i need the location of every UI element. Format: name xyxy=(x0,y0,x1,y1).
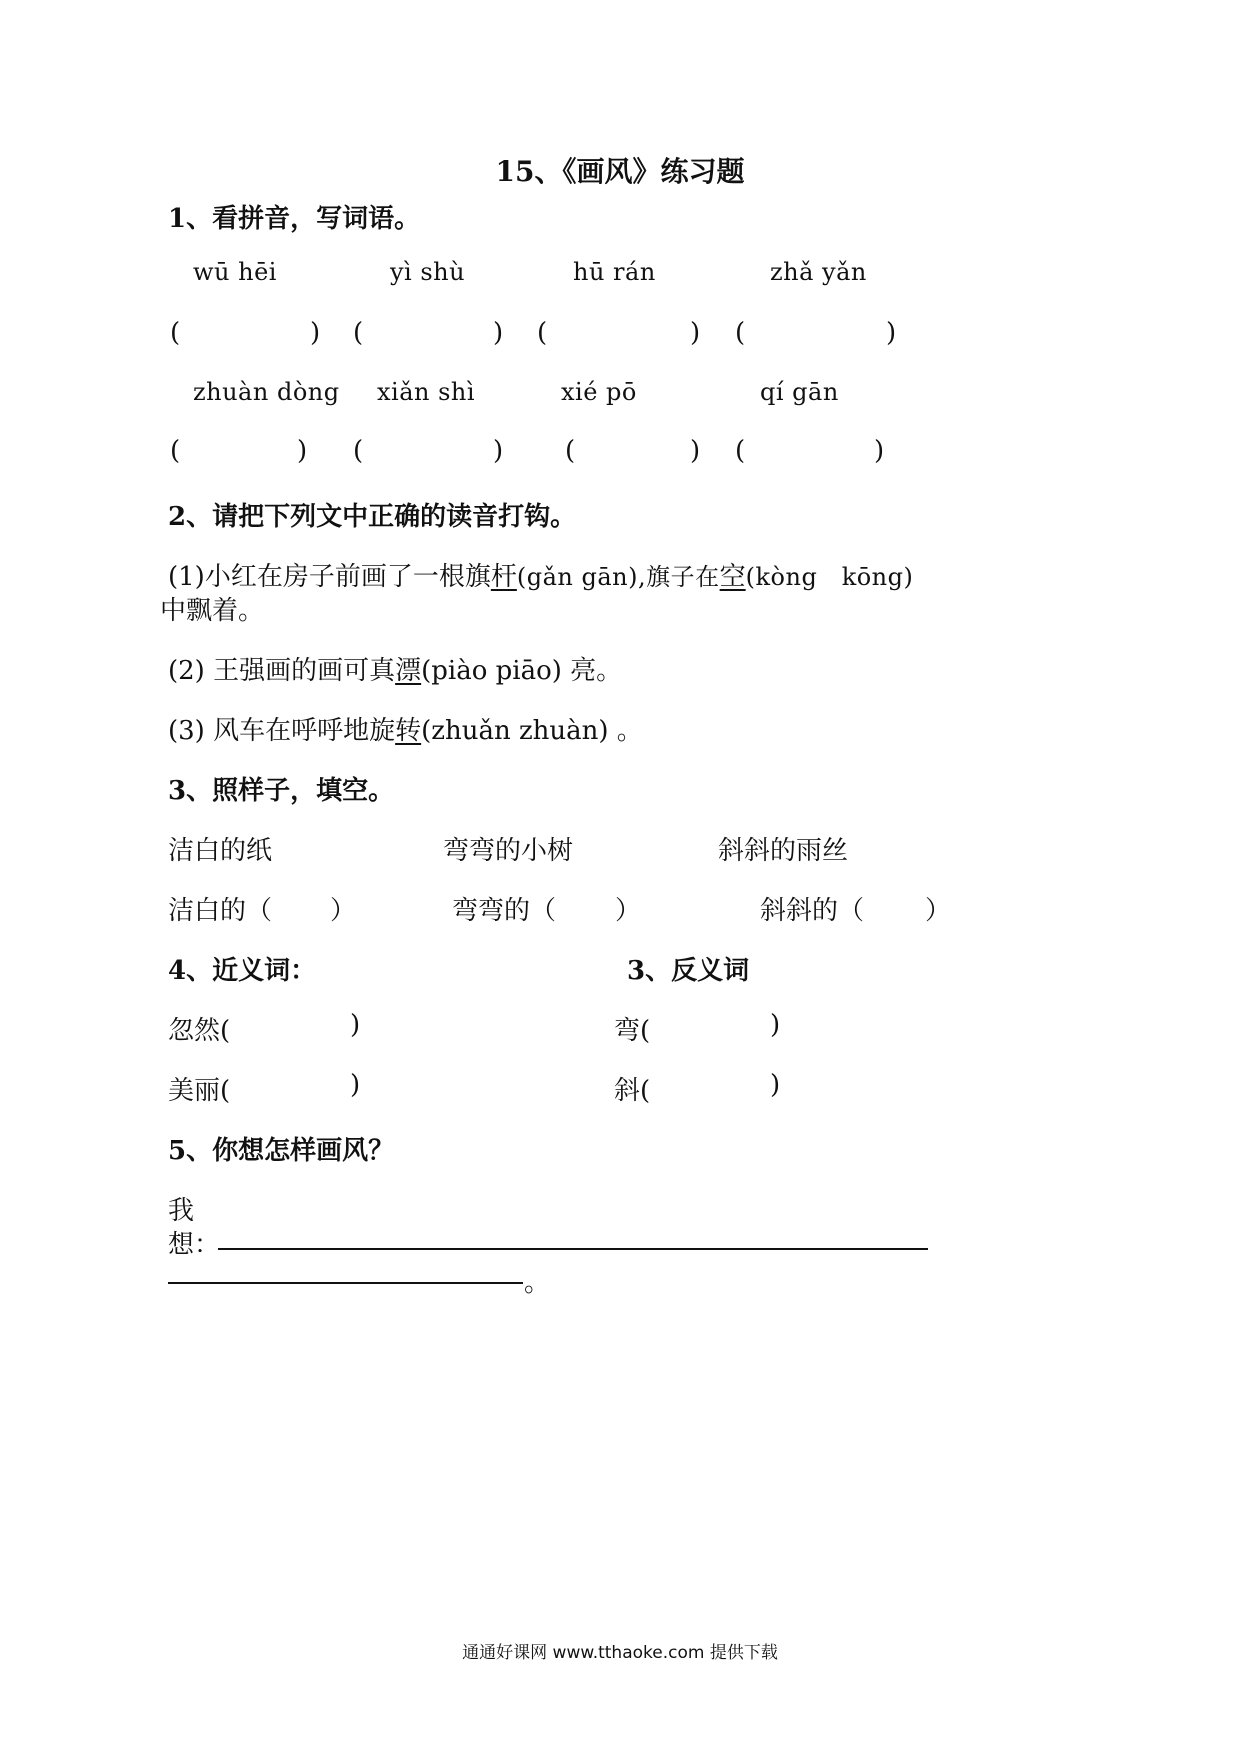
fill-2-close: ） xyxy=(615,896,642,926)
answer-open-2: ( xyxy=(353,318,364,348)
synonym-1: 忽然( xyxy=(168,1016,231,1046)
answer-open-4: ( xyxy=(735,318,746,348)
q2-sentence-3 xyxy=(168,710,643,747)
q3-heading: 3、照样子，填空。 xyxy=(168,776,395,806)
answer-close-5: ) xyxy=(297,436,308,466)
example-3: 斜斜的雨丝 xyxy=(718,836,849,866)
fill-1-close: ） xyxy=(330,896,357,926)
q5-label-2: 想： xyxy=(168,1230,221,1260)
q2-s1-target-1: 杆 xyxy=(490,562,517,592)
pinyin-8: qí gān xyxy=(760,378,839,406)
pinyin-6: xiǎn shì xyxy=(377,378,476,406)
pinyin-2: yì shù xyxy=(390,258,466,286)
fill-3-close: ） xyxy=(925,896,952,926)
q2-sentence-2 xyxy=(168,650,622,687)
answer-close-6: ) xyxy=(493,436,504,466)
fill-2: 弯弯的（ xyxy=(452,896,557,926)
footer-credit: 通通好课网 www.tthaoke.com 提供下载 xyxy=(462,1643,778,1663)
q5-label-1: 我 xyxy=(168,1196,195,1226)
synonym-2: 美丽( xyxy=(168,1076,231,1106)
q2-s3-part-a: (3) 风车在呼呼地旋 xyxy=(168,716,396,746)
synonym-1-close: ) xyxy=(350,1010,361,1040)
fill-3: 斜斜的（ xyxy=(760,896,865,926)
answer-line-2[interactable] xyxy=(168,1282,523,1284)
answer-open-1: ( xyxy=(170,318,181,348)
q2-s1-part-d: 中飘着。 xyxy=(160,596,265,626)
q1-heading: 1、看拼音，写词语。 xyxy=(168,204,421,234)
q4-heading: 4、近义词： xyxy=(168,956,317,986)
answer-line-1[interactable] xyxy=(218,1248,928,1250)
answer-close-2: ) xyxy=(493,318,504,348)
answer-close-7: ) xyxy=(690,436,701,466)
q2-s3-target: 转 xyxy=(395,716,422,746)
pinyin-5: zhuàn dòng xyxy=(193,378,340,406)
q2-s2-part-b: (piào piāo) 亮。 xyxy=(421,656,623,686)
synonym-2-close: ) xyxy=(350,1070,361,1100)
example-1: 洁白的纸 xyxy=(168,836,273,866)
q5-end-mark: 。 xyxy=(524,1268,551,1298)
answer-open-5: ( xyxy=(170,436,181,466)
q2-s2-part-a: (2) 王强画的画可真 xyxy=(168,656,396,686)
antonym-1-close: ) xyxy=(770,1010,781,1040)
answer-close-8: ) xyxy=(874,436,885,466)
antonym-2-close: ) xyxy=(770,1070,781,1100)
pinyin-3: hū rán xyxy=(573,258,656,286)
q2-s1-part-a: (1)小红在房子前画了一根旗 xyxy=(168,562,491,592)
example-2: 弯弯的小树 xyxy=(443,836,574,866)
fill-1: 洁白的（ xyxy=(168,896,273,926)
antonym-2: 斜( xyxy=(614,1076,651,1106)
antonym-1: 弯( xyxy=(614,1016,651,1046)
answer-open-6: ( xyxy=(353,436,364,466)
pinyin-7: xié pō xyxy=(561,378,637,406)
q2-s1-target-2: 空 xyxy=(719,562,746,592)
q2-s1-part-b: (gǎn gān),旗子在 xyxy=(516,563,720,591)
q2-s3-part-b: (zhuǎn zhuàn) 。 xyxy=(421,716,643,746)
answer-open-8: ( xyxy=(735,436,746,466)
q4-heading-antonyms: 3、反义词 xyxy=(627,956,750,986)
q2-s2-target: 漂 xyxy=(395,656,422,686)
q2-s1-part-c: (kòng kōng) xyxy=(745,563,914,591)
q2-heading: 2、请把下列文中正确的读音打钩。 xyxy=(168,502,577,532)
answer-close-4: ) xyxy=(886,318,897,348)
pinyin-4: zhǎ yǎn xyxy=(770,258,867,286)
pinyin-1: wū hēi xyxy=(193,258,277,286)
q2-sentence-1 xyxy=(168,556,913,593)
page-title: 15、《画风》练习题 xyxy=(495,155,745,188)
answer-close-1: ) xyxy=(310,318,321,348)
q5-heading: 5、你想怎样画风？ xyxy=(168,1136,395,1166)
answer-open-7: ( xyxy=(565,436,576,466)
answer-close-3: ) xyxy=(690,318,701,348)
answer-open-3: ( xyxy=(537,318,548,348)
